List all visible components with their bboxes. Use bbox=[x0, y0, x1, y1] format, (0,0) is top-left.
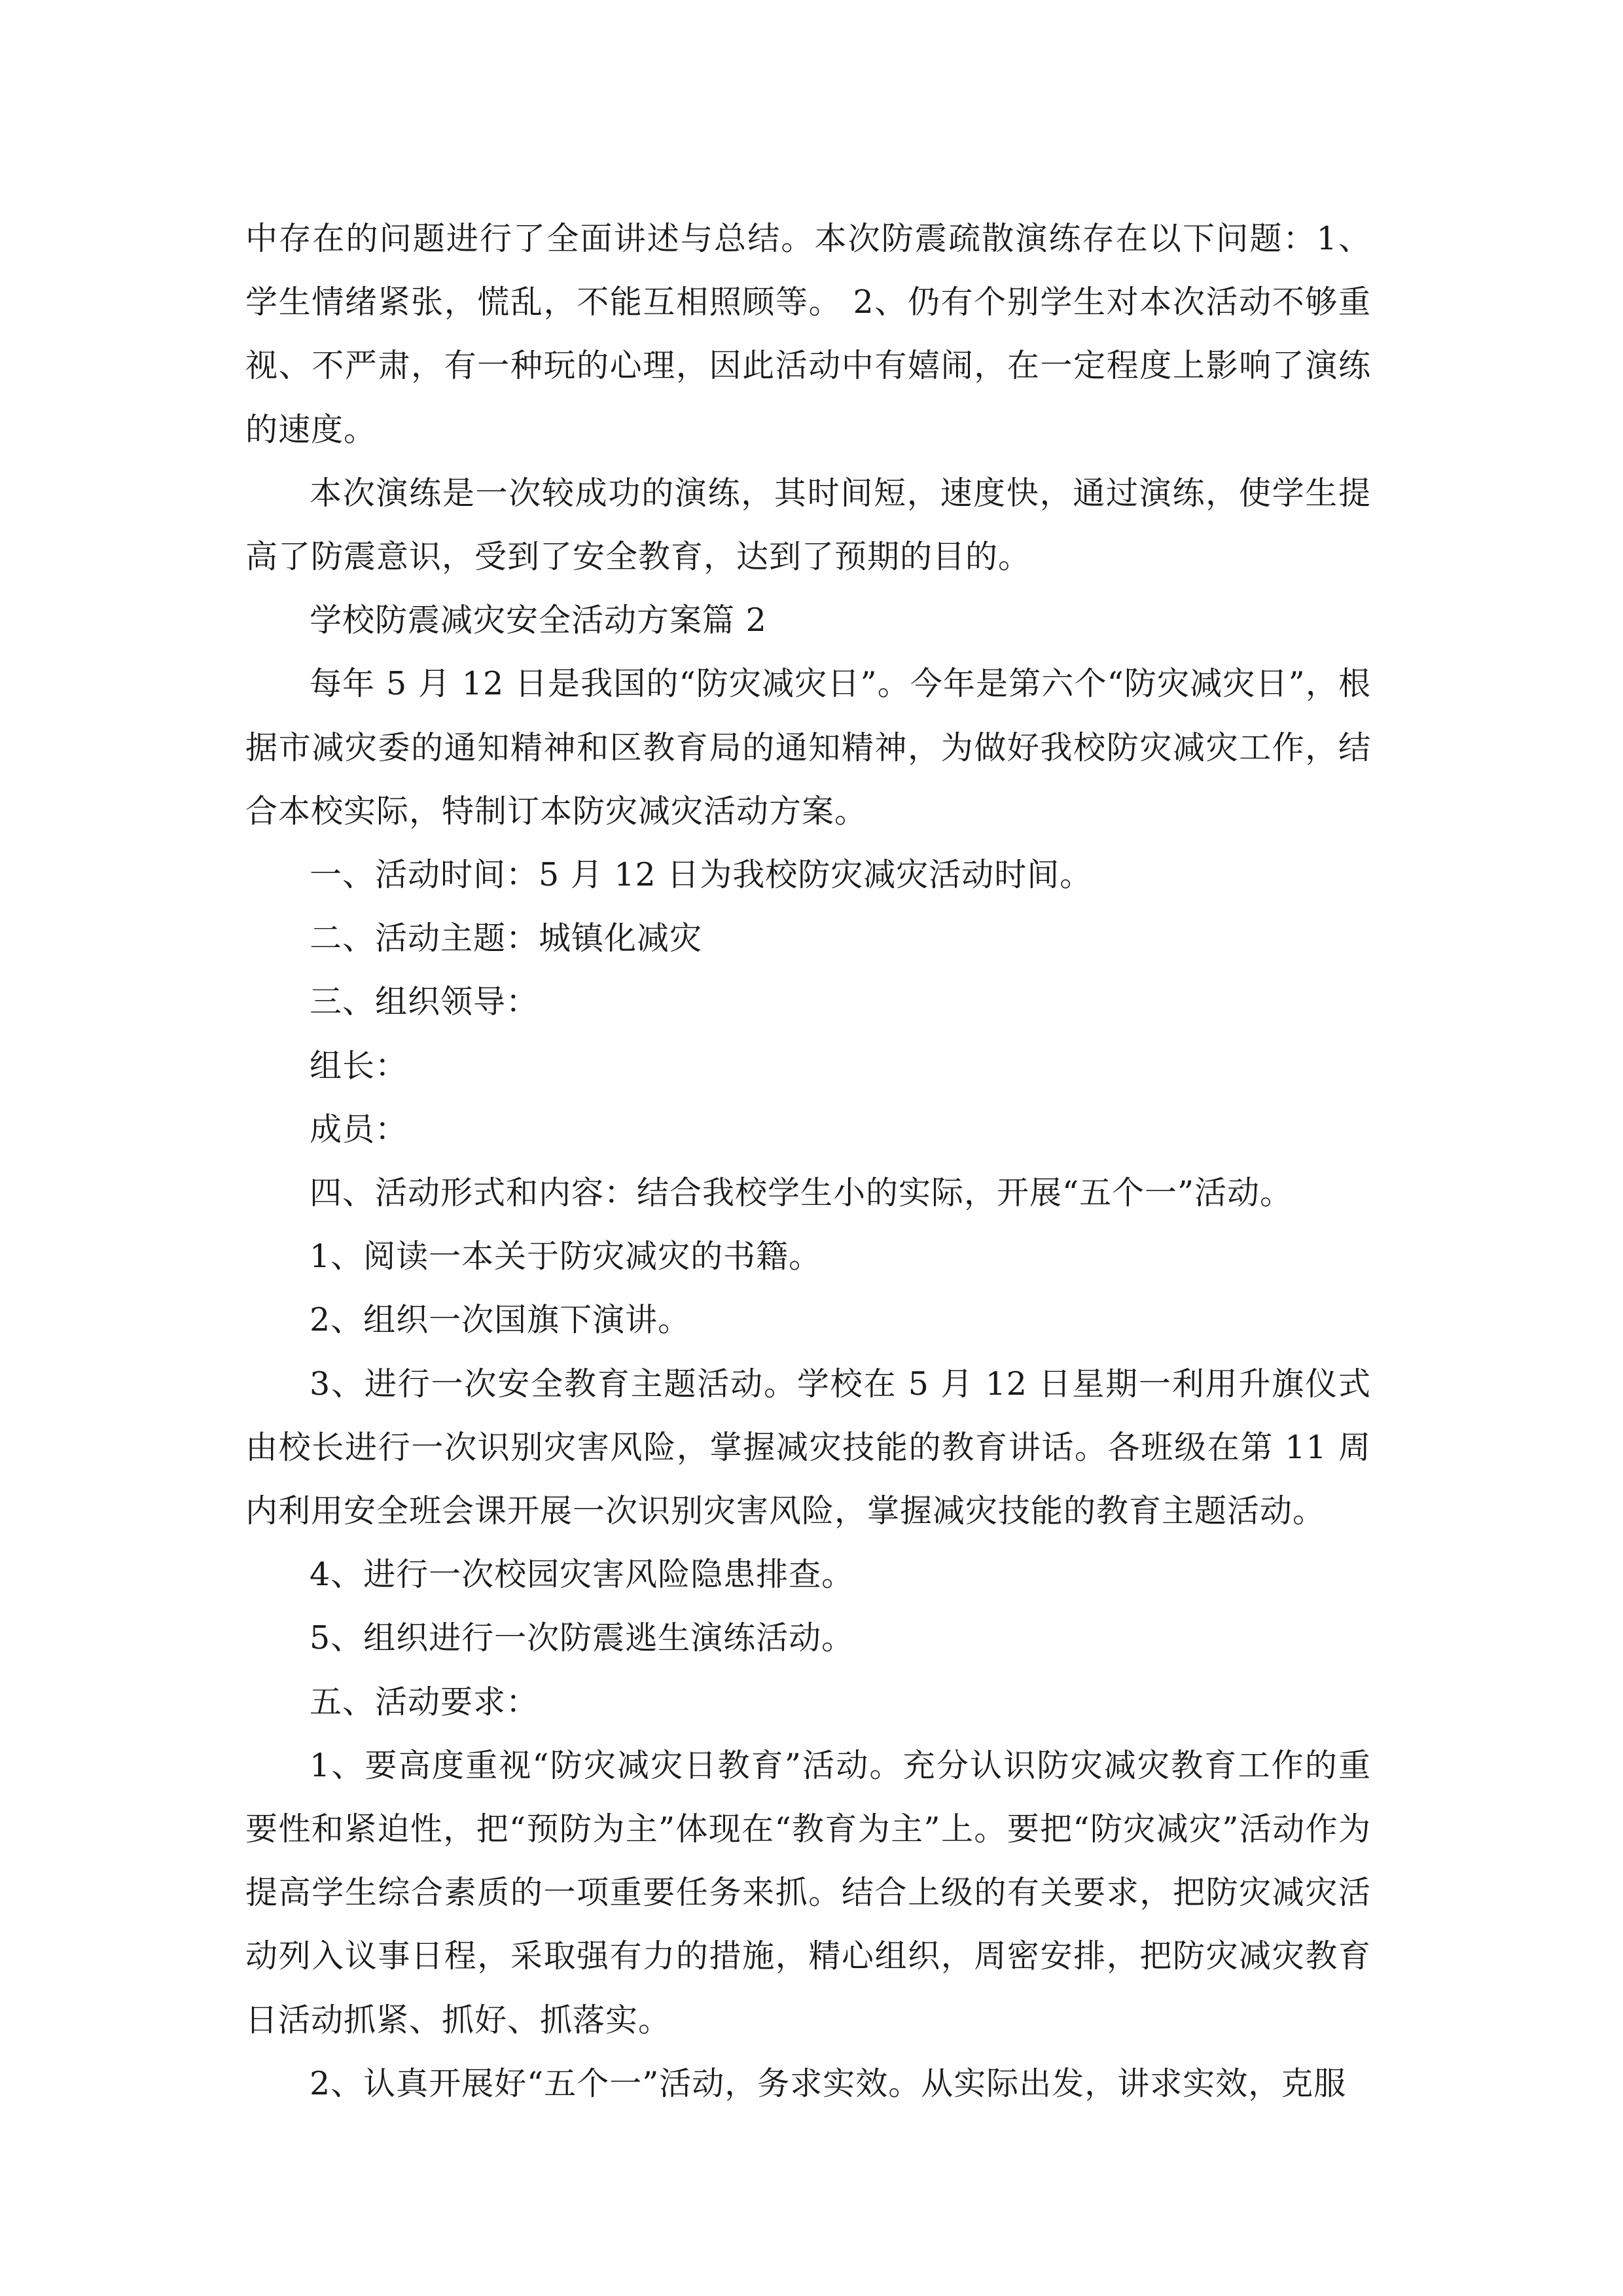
requirement-2: 2、认真开展好“五个一”活动，务求实效。从实际出发，讲求实效，克服 bbox=[310, 2064, 1347, 2102]
item-requirements: 五、活动要求： bbox=[310, 1683, 539, 1721]
item-members: 成员： bbox=[310, 1110, 408, 1148]
list-item-1: 1、阅读一本关于防灾减灾的书籍。 bbox=[310, 1238, 822, 1276]
item-activity-time: 一、活动时间：5 月 12 日为我校防灾减灾活动时间。 bbox=[310, 856, 1093, 894]
list-item-3: 3、进行一次安全教育主题活动。学校在 5 月 12 日星期一利用升旗仪式由校长进行一次识别灾害风险，掌握减灾技能的教育讲话。各班级在第 11 周内利用安全班会课开展一次识别灾害风险，掌握减灾技能的教育主题活动。 bbox=[245, 1365, 1371, 1530]
paragraph-2: 本次演练是一次较成功的演练，其时间短，速度快，通过演练，使学生提高了防震意识，受到了安全教育，达到了预期的目的。 bbox=[245, 474, 1371, 576]
document-body bbox=[245, 207, 1371, 2115]
section-heading: 学校防震减灾安全活动方案篇 2 bbox=[310, 601, 767, 639]
paragraph-intro: 每年 5 月 12 日是我国的“防灾减灾日”。今年是第六个“防灾减灾日”，根据市减灾委的通知精神和区教育局的通知精神，为做好我校防灾减灾工作，结合本校实际，特制订本防灾减灾活动方案。 bbox=[245, 665, 1371, 830]
requirement-1: 1、要高度重视“防灾减灾日教育”活动。充分认识防灾减灾教育工作的重要性和紧迫性，把“预防为主”体现在“教育为主”上。要把“防灾减灾”活动作为提高学生综合素质的一项重要任务来抓。结合上级的有关要求，把防灾减灾活动列入议事日程，采取强有力的措施，精心组织，周密安排，把防灾减灾教育日活动抓紧、抓好、抓落实。 bbox=[245, 1746, 1371, 2039]
list-item-2: 2、组织一次国旗下演讲。 bbox=[310, 1301, 691, 1339]
item-activity-form: 四、活动形式和内容：结合我校学生小的实际，开展“五个一”活动。 bbox=[310, 1174, 1293, 1212]
item-organization: 三、组织领导： bbox=[310, 983, 539, 1021]
item-activity-theme: 二、活动主题：城镇化减灾 bbox=[310, 920, 703, 958]
item-group-leader: 组长： bbox=[310, 1047, 408, 1085]
paragraph-1: 中存在的问题进行了全面讲述与总结。本次防震疏散演练存在以下问题：1、学生情绪紧张，慌乱，不能互相照顾等。 2、仍有个别学生对本次活动不够重视、不严肃，有一种玩的心理，因此活动中有嬉闹，在一定程度上影响了演练的速度。 bbox=[245, 220, 1371, 448]
list-item-5: 5、组织进行一次防震逃生演练活动。 bbox=[310, 1619, 855, 1657]
list-item-4: 4、进行一次校园灾害风险隐患排查。 bbox=[310, 1556, 855, 1594]
